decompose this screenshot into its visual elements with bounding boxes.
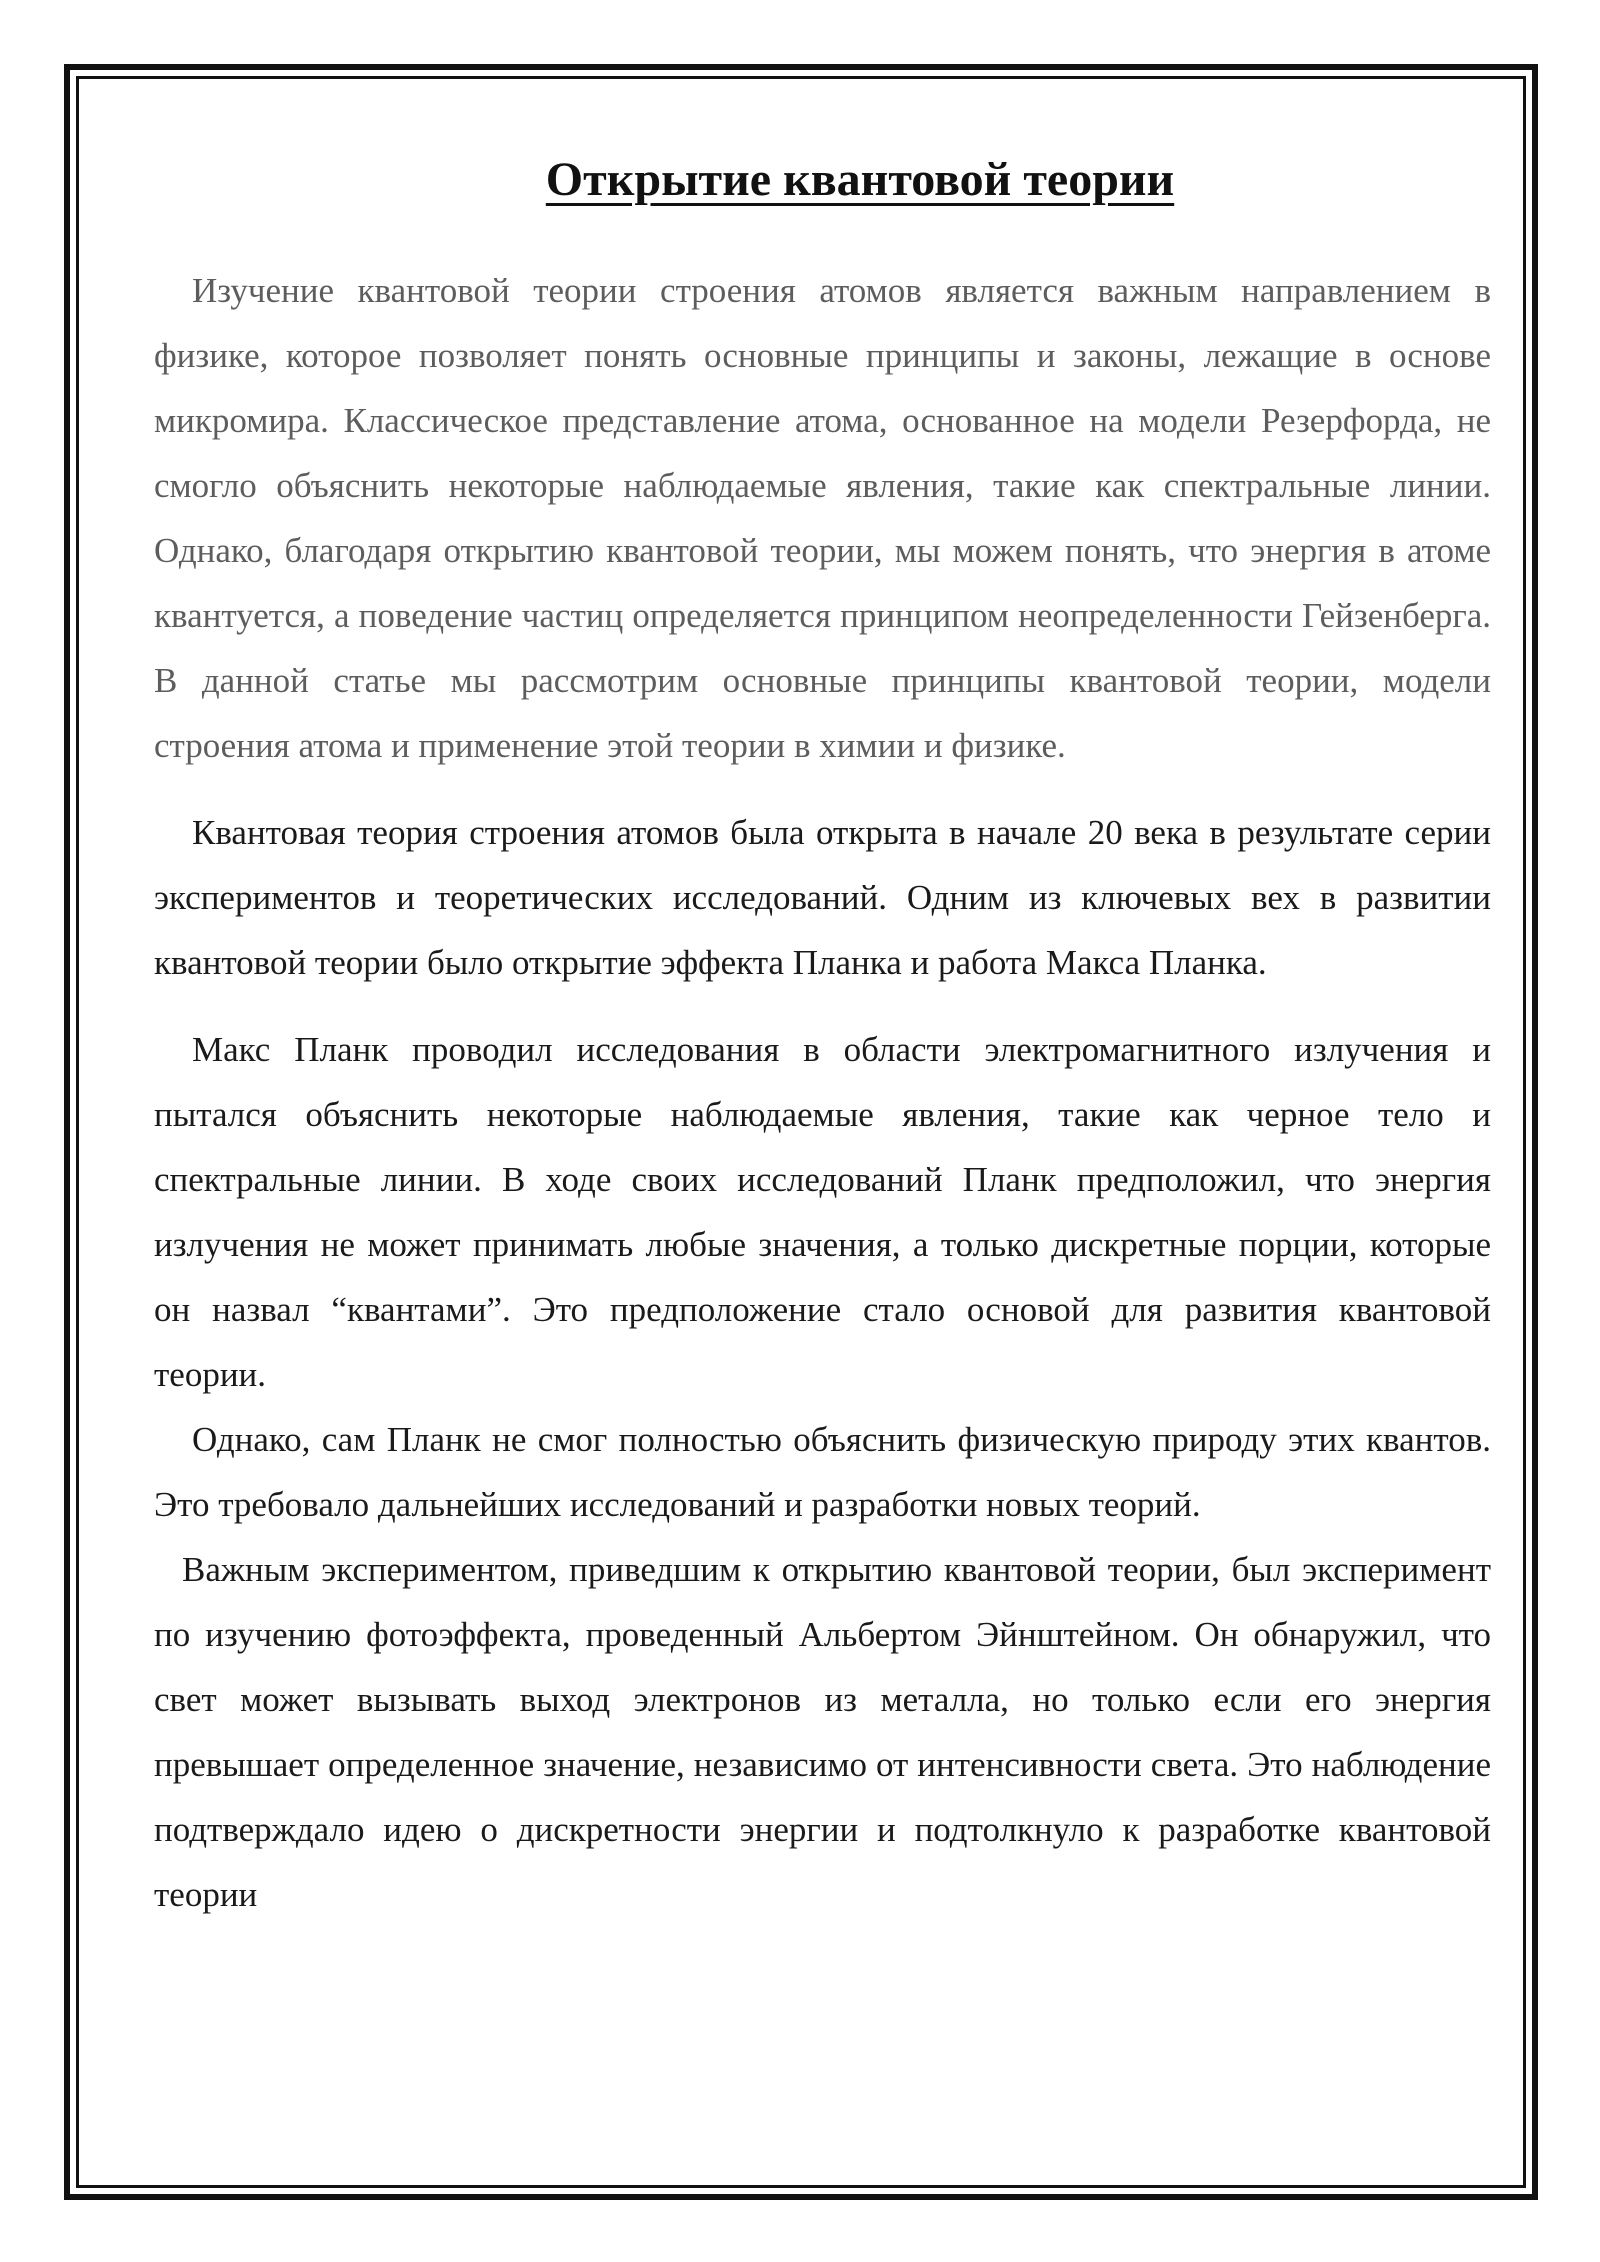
paragraph-discovery: Квантовая теория строения атомов была открыта в начале 20 века в результате серии экспериментов и теоретических исследований. Одним из ключевых вех в развитии квантовой теории было открытие эффекта Планка и работа Макса Планка. xyxy=(154,813,1491,982)
page-title: Открытие квантовой теории xyxy=(545,153,1175,206)
paragraph-einstein: Важным экспериментом, приведшим к открытию квантовой теории, был эксперимент по изучению фотоэффекта, проведенный Альбертом Эйнштейном. Он обнаружил, что свет может вызывать выход электронов из металла, но только если его энергия превышает определенное значение, независимо от интенсивности света. Это наблюдение подтверждало идею о дискретности энергии и подтолкнуло к разработке квантовой теории xyxy=(154,1550,1491,1914)
paragraph-intro: Изучение квантовой теории строения атомов является важным направлением в физике, которое позволяет понять основные принципы и законы, лежащие в основе микромира. Классическое представление атома, основанное на модели Резерфорда, не смогло объяснить некоторые наблюдаемые явления, такие как спектральные линии. Однако, благодаря открытию квантовой теории, мы можем понять, что энергия в атоме квантуется, а поведение частиц определяется принципом неопределенности Гейзенберга. В данной статье мы рассмотрим основные принципы квантовой теории, модели строения атома и применение этой теории в химии и физике. xyxy=(154,271,1491,765)
paragraph-planck-limits: Однако, сам Планк не смог полностью объяснить физическую природу этих квантов. Это требовало дальнейших исследований и разработки новых теорий. xyxy=(154,1420,1491,1524)
document-body xyxy=(154,258,1491,1927)
paragraph-planck: Макс Планк проводил исследования в области электромагнитного излучения и пытался объяснить некоторые наблюдаемые явления, такие как черное тело и спектральные линии. В ходе своих исследований Планк предположил, что энергия излучения не может принимать любые значения, а только дискретные порции, которые он назвал “квантами”. Это предположение стало основой для развития квантовой теории. xyxy=(154,1030,1491,1394)
